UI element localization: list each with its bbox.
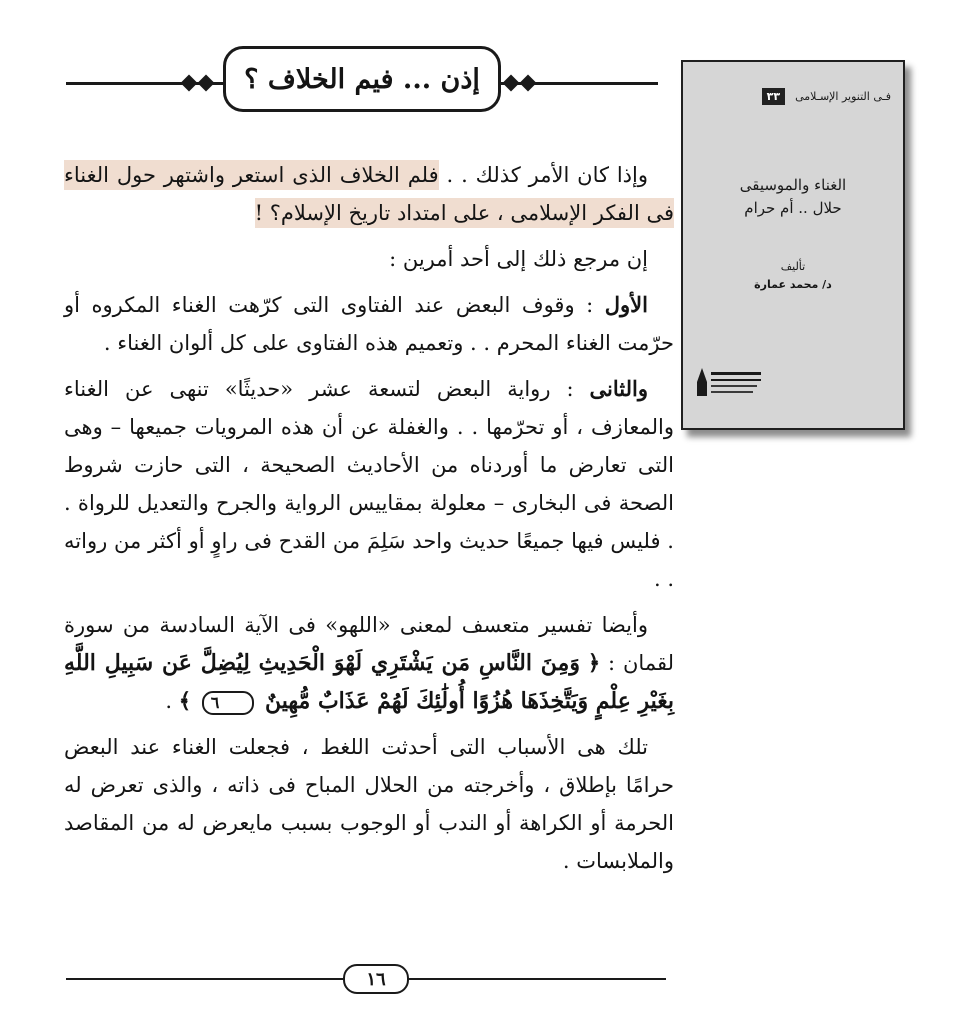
second-reason-text: : رواية البعض لتسعة عشر «حديثًا» تنهى عن الغناء والمعازف ، أو تحرّمها . . والغفلة عن أن هذه المرويات جميعها – وهى التى تعارض ما أوردناه من الأحاديث الصحيحة ، التى حازت شروط الصحة فى البخارى – معلولة بمقاييس الرواية والجرح والتعديل للرواة . . فليس فيها جميعًا حديث واحد سَلِمَ من القدح فى راوٍ أو أكثر من رواته . . — [64, 377, 674, 591]
left-ornament-diamond-2 — [198, 75, 215, 92]
book-title-line-1: الغناء والموسيقى — [739, 176, 847, 194]
book-title-line-2: حلال .. أم حرام — [744, 199, 842, 217]
author-name: د/ محمد عمارة — [754, 278, 832, 291]
book-cover-image — [681, 60, 905, 430]
left-ornament-diamond-1 — [181, 75, 198, 92]
main-text-column — [64, 156, 674, 888]
paragraph-2: إن مرجع ذلك إلى أحد أمرين : — [389, 247, 648, 271]
paragraph-1 — [64, 156, 674, 232]
author-label: تأليف — [780, 260, 806, 273]
book-title — [683, 174, 903, 220]
paragraph-second-reason — [64, 370, 674, 598]
paragraph-verse — [64, 606, 674, 720]
quran-verse: وَمِنَ النَّاسِ مَن يَشْتَرِي لَهْوَ الْحَدِيثِ لِيُضِلَّ عَن سَبِيلِ اللَّهِ بِغَيْرِ عِلْمٍ وَيَتَّخِذَهَا هُزُوًا أُولَٰئِكَ لَهُمْ عَذَابٌ مُّهِينٌ — [64, 650, 674, 714]
page-number: ١٦ — [343, 964, 409, 994]
series-label: فـى التنوير الإسـلامى — [795, 90, 891, 103]
paragraph-1-opening: وإذا كان الأمر كذلك . . — [438, 163, 648, 187]
publisher-logo-icon — [695, 362, 765, 400]
first-reason-text: : وقوف البعض عند الفتاوى التى كرّهت الغناء المكروه أو حرّمت الغناء المحرم . . وتعميم هذه الفتاوى على كل ألوان الغناء . — [64, 293, 674, 355]
right-ornament-diamond-2 — [520, 75, 537, 92]
verse-close-bracket: ﴾ — [178, 688, 192, 713]
second-reason-lead: والثانى — [589, 376, 648, 401]
verse-open-bracket: ﴿ — [587, 650, 601, 675]
verse-intro: وأيضا تفسير متعسف لمعنى «اللهو» فى الآية السادسة من سورة لقمان : — [64, 613, 674, 675]
paragraph-conclusion: تلك هى الأسباب التى أحدثت اللغط ، فجعلت الغناء عند البعض حرامًا بإطلاق ، وأخرجته من الحلال المباح فى ذاته ، والذى تعرض له الحرمة أو الكراهة أو الندب أو الوجوب بسبب مايعرض له من المقاصد والملابسات . — [64, 735, 674, 873]
paragraph-first-reason — [64, 286, 674, 362]
right-ornament-diamond-1 — [503, 75, 520, 92]
series-number-badge: ٣٣ — [762, 88, 785, 105]
ayah-number: ٦ — [202, 691, 255, 715]
series-header — [762, 88, 891, 105]
highlighted-question: فلم الخلاف الذى استعر واشتهر حول الغناء فى الفكر الإسلامى ، على امتداد تاريخ الإسلام؟ ! — [64, 160, 674, 228]
verse-end: . — [165, 689, 179, 713]
first-reason-lead: الأول — [604, 292, 648, 317]
chapter-title: إذن ... فيم الخلاف ؟ — [223, 46, 501, 112]
